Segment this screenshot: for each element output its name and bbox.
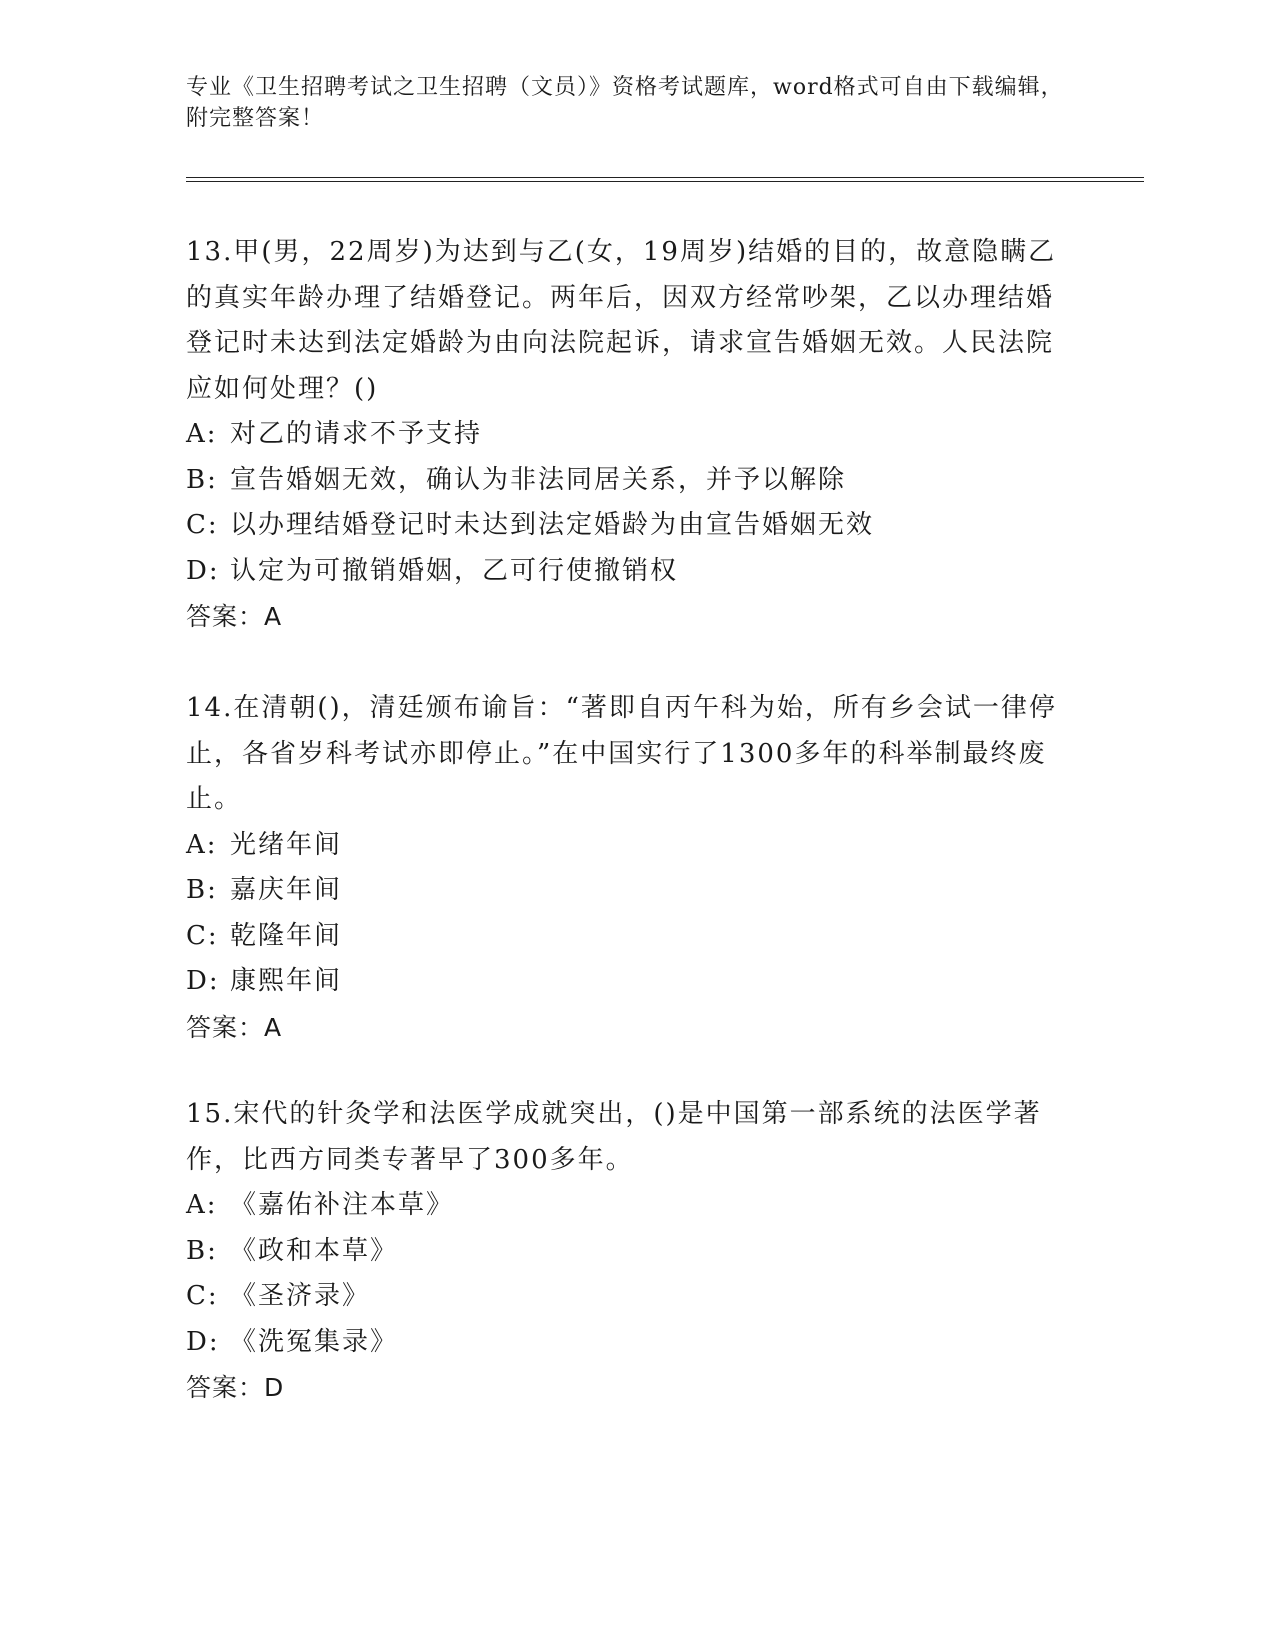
answer-line: 答案：A	[186, 1012, 283, 1042]
option-text: 光绪年间	[230, 829, 343, 860]
option-text: 《政和本草》	[230, 1235, 399, 1266]
header-divider-bottom	[186, 181, 1144, 182]
option-text: 以办理结婚登记时未达到法定婚龄为由宣告婚姻无效	[230, 510, 875, 540]
option-letter: C:	[186, 920, 219, 951]
option-letter: B:	[186, 875, 218, 905]
question-stem: 14.在清朝()，清廷颁布谕旨：“著即自丙午科为始，所有乡会试一律停止，各省岁科考试亦即停止。”在中国实行了1300多年的科举制最终废止。	[186, 693, 1057, 814]
option-letter: A:	[186, 829, 218, 860]
header-divider-top	[186, 177, 1144, 178]
option-b	[186, 868, 1066, 914]
option-b	[186, 458, 1066, 504]
question-stem: 15.宋代的针灸学和法医学成就突出，()是中国第一部系统的法医学著作，比西方同类专著早了300多年。	[186, 1099, 1042, 1175]
option-d	[186, 959, 1066, 1005]
option-d	[186, 549, 1066, 595]
option-c	[186, 914, 1066, 960]
answer-line: 答案：D	[186, 1373, 285, 1402]
option-c	[186, 1274, 1066, 1320]
option-letter: B:	[186, 1235, 218, 1266]
option-text: 认定为可撤销婚姻，乙可行使撤销权	[230, 555, 679, 586]
option-letter: D:	[186, 1326, 220, 1357]
option-letter: A:	[186, 419, 218, 449]
option-text: 嘉庆年间	[230, 875, 343, 905]
option-c	[186, 503, 1066, 549]
option-letter: C:	[186, 510, 219, 540]
option-text: 康熙年间	[230, 966, 343, 996]
option-text: 《洗冤集录》	[230, 1326, 399, 1357]
question-13	[186, 230, 1066, 640]
option-d	[186, 1320, 1066, 1366]
option-letter: A:	[186, 1190, 218, 1220]
option-text: 对乙的请求不予支持	[230, 419, 483, 449]
option-text: 乾隆年间	[230, 920, 343, 951]
option-letter: C:	[186, 1281, 219, 1311]
question-stem: 13.甲(男，22周岁)为达到与乙(女，19周岁)结婚的目的，故意隐瞒乙的真实年龄办理了结婚登记。两年后，因双方经常吵架，乙以办理结婚登记时未达到法定婚龄为由向法院起诉，请求宣告婚姻无效。人民法院应如何处理？()	[186, 237, 1057, 404]
option-letter: D:	[186, 555, 220, 586]
option-text: 宣告婚姻无效，确认为非法同居关系，并予以解除	[230, 464, 847, 495]
option-b	[186, 1229, 1066, 1275]
answer-line: 答案：A	[186, 602, 283, 631]
option-letter: D:	[186, 966, 220, 996]
option-a	[186, 1183, 1066, 1229]
option-a	[186, 412, 1066, 458]
document-header: 专业《卫生招聘考试之卫生招聘（文员）》资格考试题库，word格式可自由下载编辑，附完整答案！	[186, 75, 1064, 131]
option-text: 《圣济录》	[230, 1281, 371, 1311]
option-letter: B:	[186, 464, 218, 495]
question-14	[186, 686, 1066, 1050]
option-a	[186, 823, 1066, 869]
question-15	[186, 1092, 1066, 1411]
option-text: 《嘉佑补注本草》	[230, 1190, 455, 1220]
